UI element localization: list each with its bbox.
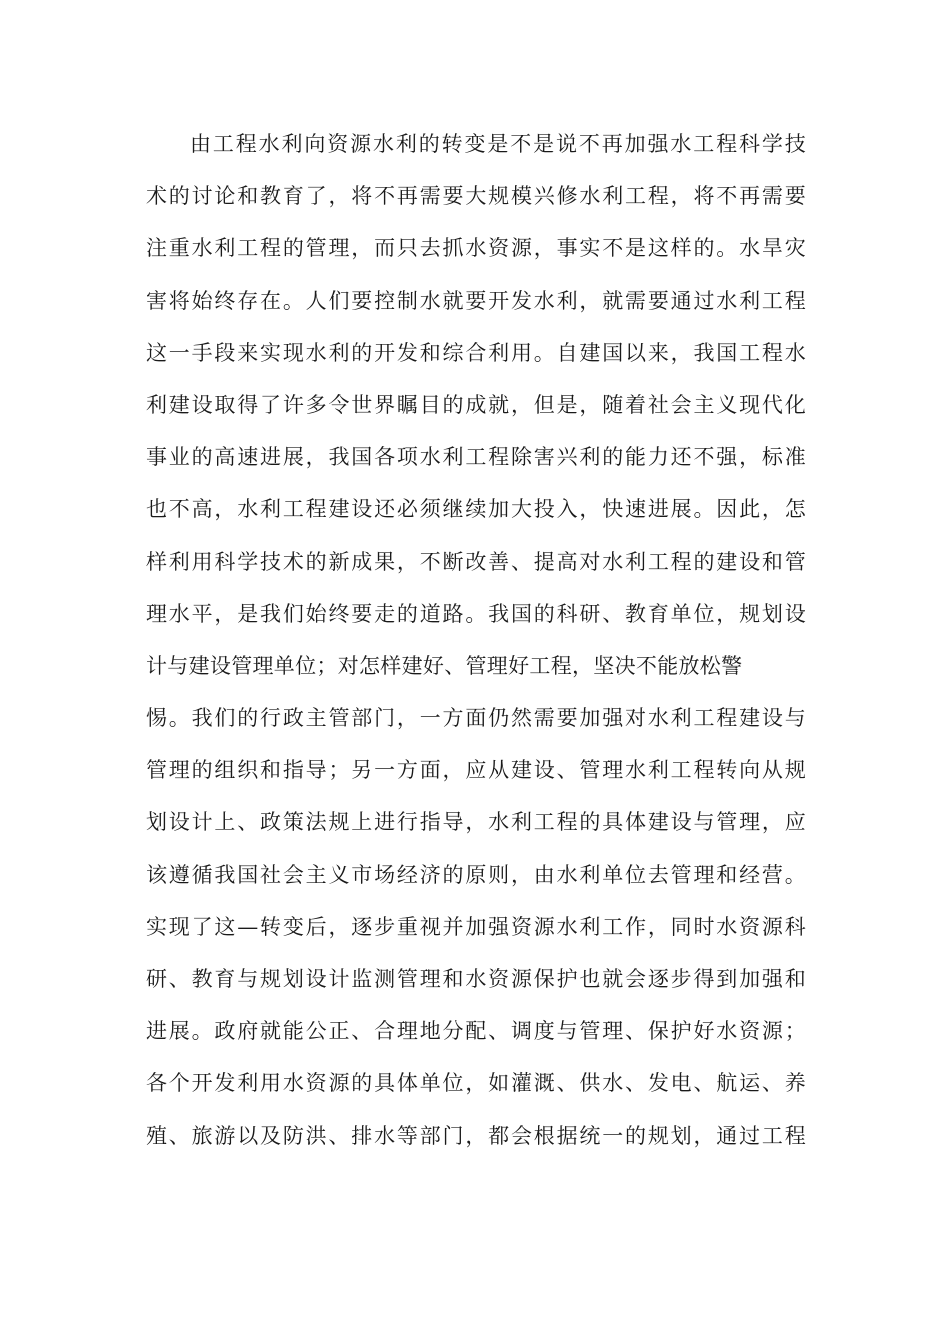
paragraph-line: 利建设取得了许多令世界瞩目的成就，但是，随着社会主义现代化: [146, 392, 806, 417]
paragraph-line: 理水平，是我们始终要走的道路。我国的科研、教育单位，规划设: [146, 601, 806, 626]
paragraph-line: 进展。政府就能公正、合理地分配、调度与管理、保护好水资源；: [146, 1019, 806, 1044]
paragraph-line: 管理的组织和指导；另一方面，应从建设、管理水利工程转向从规: [146, 758, 806, 783]
paragraph-line: 也不高，水利工程建设还必须继续加大投入，快速进展。因此，怎: [146, 497, 806, 522]
paragraph-line: 殖、旅游以及防洪、排水等部门，都会根据统一的规划，通过工程: [146, 1123, 806, 1148]
paragraph-line: 术的讨论和教育了，将不再需要大规模兴修水利工程，将不再需要: [146, 184, 806, 209]
paragraph-line: 样利用科学技术的新成果，不断改善、提高对水利工程的建设和管: [146, 549, 806, 574]
paragraph-line: 计与建设管理单位；对怎样建好、管理好工程，坚决不能放松警: [146, 653, 743, 678]
paragraph-line: 注重水利工程的管理，而只去抓水资源，事实不是这样的。水旱灾: [146, 236, 806, 261]
paragraph-line: 由工程水利向资源水利的转变是不是说不再加强水工程科学技: [190, 132, 806, 156]
paragraph-line: 该遵循我国社会主义市场经济的原则，由水利单位去管理和经营。: [146, 862, 806, 887]
paragraph-line: 事业的高速进展，我国各项水利工程除害兴利的能力还不强，标准: [146, 445, 806, 470]
paragraph-line: 研、教育与规划设计监测管理和水资源保护也就会逐步得到加强和: [146, 967, 806, 991]
body-paragraph: [146, 118, 806, 1162]
paragraph-line: 各个开发利用水资源的具体单位，如灌溉、供水、发电、航运、养: [146, 1071, 806, 1096]
paragraph-line: 惕。我们的行政主管部门，一方面仍然需要加强对水利工程建设与: [146, 706, 806, 731]
paragraph-line: 害将始终存在。人们要控制水就要开发水利，就需要通过水利工程: [146, 288, 806, 313]
paragraph-line: 实现了这—转变后，逐步重视并加强资源水利工作，同时水资源科: [146, 914, 806, 939]
paragraph-line: 这一手段来实现水利的开发和综合利用。自建国以来，我国工程水: [146, 340, 806, 365]
paragraph-line: 划设计上、政策法规上进行指导，水利工程的具体建设与管理，应: [146, 810, 806, 835]
